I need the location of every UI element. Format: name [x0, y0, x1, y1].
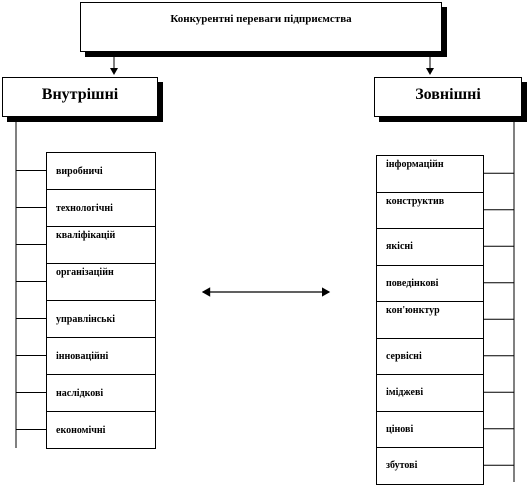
external-header: Зовнішні: [374, 77, 522, 117]
diagram-title: Конкурентні переваги підприємства: [80, 2, 442, 52]
internal-item-label: інноваційні: [56, 351, 109, 362]
internal-item: [46, 263, 156, 301]
external-item: [376, 192, 484, 230]
external-item-label: інформаційн: [386, 159, 444, 170]
internal-header: Внутрішні: [2, 77, 158, 117]
external-item: [376, 301, 484, 339]
external-item: [376, 374, 484, 412]
external-item: [376, 338, 484, 376]
internal-item: [46, 374, 156, 412]
internal-item: [46, 411, 156, 449]
internal-item-label: виробничі: [56, 166, 103, 177]
internal-item-label: управлінські: [56, 314, 116, 325]
external-item: [376, 265, 484, 303]
external-item: [376, 228, 484, 266]
internal-item-label: кваліфікацій: [56, 230, 116, 241]
internal-item: [46, 189, 156, 227]
internal-item-label: економічні: [56, 425, 106, 436]
internal-item-label: технологічні: [56, 203, 113, 214]
external-item-label: якісні: [386, 241, 413, 252]
external-item-label: поведінкові: [386, 277, 439, 289]
external-item-label: сервісні: [386, 350, 422, 362]
internal-item: [46, 300, 156, 338]
internal-item: [46, 337, 156, 375]
internal-item: [46, 152, 156, 190]
internal-item-label: наслідкові: [56, 388, 104, 399]
internal-item: [46, 226, 156, 264]
internal-item-label: організаційн: [56, 267, 114, 278]
external-item-label: конструктив: [386, 195, 445, 207]
external-item-label: іміджеві: [386, 387, 424, 398]
external-item-label: кон'юнктур: [386, 305, 440, 316]
external-item: [376, 155, 484, 193]
external-item-label: цінові: [386, 423, 414, 435]
external-item: [376, 447, 484, 485]
external-item: [376, 411, 484, 449]
external-item-label: збутові: [386, 460, 418, 471]
